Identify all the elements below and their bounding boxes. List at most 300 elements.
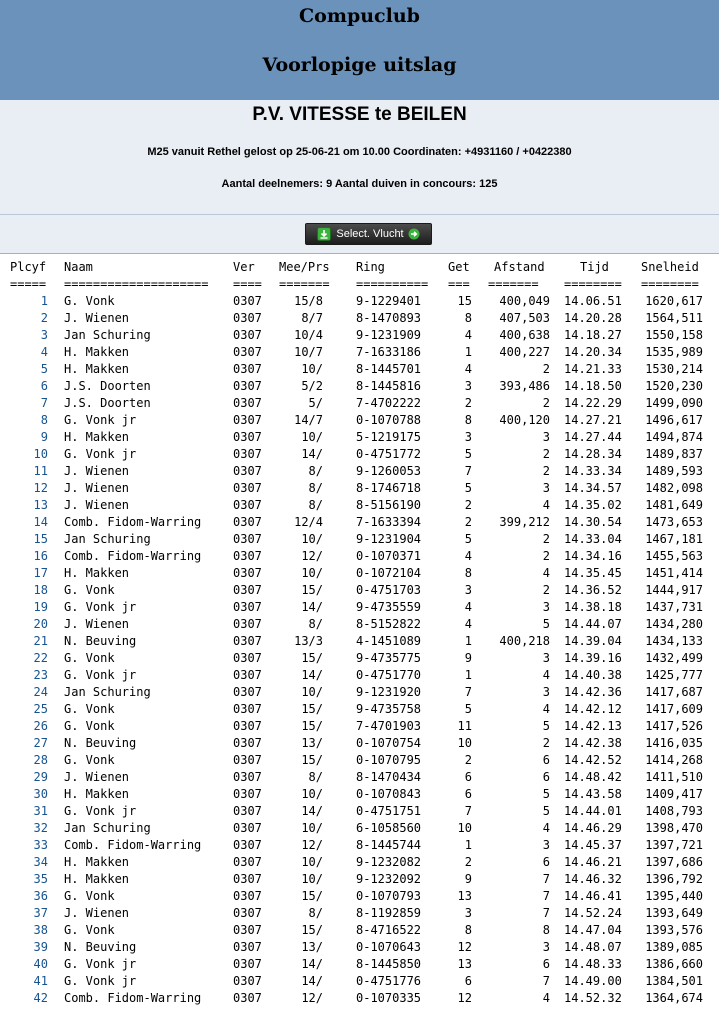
table-row [0,616,719,633]
name-cell: Comb. Fidom-Warring [64,515,202,529]
entries-cell: 8/ [308,498,323,512]
club-cell: 0307 [233,566,262,580]
marked-cell: 5 [464,447,472,461]
table-row [0,429,719,446]
place-cell: 27 [33,736,48,750]
name-cell: J. Wienen [64,464,130,478]
marked-cell: 2 [464,498,472,512]
distance-cell: 400,638 [499,328,550,342]
separator: ==================== [64,277,209,291]
table-row [0,718,719,735]
time-cell: 14.27.44 [564,430,622,444]
place-cell: 7 [40,396,48,410]
table-row [0,752,719,769]
entries-cell: 13/3 [294,634,323,648]
club-cell: 0307 [233,906,262,920]
distance-cell: 4 [542,702,550,716]
marked-cell: 2 [464,396,472,410]
time-cell: 14.39.04 [564,634,622,648]
ring-cell: 0-4751703 [356,583,422,597]
speed-cell: 1398,470 [645,821,703,835]
club-cell: 0307 [233,702,262,716]
distance-cell: 4 [542,821,550,835]
table-row [0,973,719,990]
name-cell: H. Makken [64,872,130,886]
speed-cell: 1414,268 [645,753,703,767]
ring-cell: 9-1231920 [356,685,422,699]
marked-cell: 5 [464,481,472,495]
time-cell: 14.27.21 [564,413,622,427]
time-cell: 14.48.42 [564,770,622,784]
distance-cell: 3 [542,481,550,495]
name-cell: H. Makken [64,566,130,580]
marked-cell: 12 [457,940,472,954]
speed-cell: 1481,649 [645,498,703,512]
entries-cell: 5/2 [301,379,323,393]
name-cell: Jan Schuring [64,328,151,342]
ring-cell: 0-4751751 [356,804,422,818]
time-cell: 14.43.58 [564,787,622,801]
table-row [0,599,719,616]
table-row [0,803,719,820]
time-cell: 14.42.38 [564,736,622,750]
table-row [0,769,719,786]
entries-cell: 14/ [301,600,323,614]
entries-cell: 12/4 [294,515,323,529]
place-cell: 30 [33,787,48,801]
table-row [0,548,719,565]
time-cell: 14.35.45 [564,566,622,580]
entries-cell: 14/ [301,447,323,461]
place-cell: 24 [33,685,48,699]
distance-cell: 7 [542,974,550,988]
entries-cell: 10/7 [294,345,323,359]
time-cell: 14.42.13 [564,719,622,733]
table-row [0,871,719,888]
entries-cell: 10/ [301,566,323,580]
name-cell: G. Vonk [64,889,115,903]
name-cell: J. Wienen [64,311,130,325]
speed-cell: 1455,563 [645,549,703,563]
table-row [0,582,719,599]
speed-cell: 1389,085 [645,940,703,954]
entries-cell: 10/ [301,855,323,869]
time-cell: 14.21.33 [564,362,622,376]
distance-cell: 6 [542,753,550,767]
speed-cell: 1393,576 [645,923,703,937]
club-cell: 0307 [233,940,262,954]
name-cell: G. Vonk jr [64,447,137,461]
speed-cell: 1467,181 [645,532,703,546]
speed-cell: 1386,660 [645,957,703,971]
speed-cell: 1489,837 [645,447,703,461]
name-cell: J.S. Doorten [64,379,151,393]
time-cell: 14.06.51 [564,294,622,308]
place-cell: 21 [33,634,48,648]
flight-details: M25 vanuit Rethel gelost op 25-06-21 om 10.00 Coordinaten: +4931160 / +0422380 [147,146,572,158]
marked-cell: 10 [457,736,472,750]
distance-cell: 2 [542,464,550,478]
ring-cell: 0-4751772 [356,447,422,461]
entries-cell: 8/ [308,481,323,495]
distance-cell: 399,212 [499,515,550,529]
marked-cell: 4 [464,328,472,342]
marked-cell: 15 [457,294,472,308]
name-cell: G. Vonk [64,651,115,665]
distance-cell: 4 [542,566,550,580]
column-header: Ring [356,260,385,274]
club-cell: 0307 [233,498,262,512]
club-cell: 0307 [233,838,262,852]
marked-cell: 9 [464,651,472,665]
select-flight-button[interactable] [305,223,432,245]
place-cell: 10 [33,447,48,461]
ring-cell: 5-1219175 [356,430,422,444]
name-cell: G. Vonk jr [64,413,137,427]
club-cell: 0307 [233,583,262,597]
name-cell: Jan Schuring [64,821,151,835]
place-cell: 11 [33,464,48,478]
entries-cell: 10/ [301,787,323,801]
marked-cell: 1 [464,634,472,648]
name-cell: H. Makken [64,787,130,801]
place-cell: 35 [33,872,48,886]
distance-cell: 2 [542,736,550,750]
time-cell: 14.35.02 [564,498,622,512]
marked-cell: 4 [464,362,472,376]
place-cell: 31 [33,804,48,818]
club-cell: 0307 [233,753,262,767]
place-cell: 3 [40,328,48,342]
separator: ==== [233,277,262,291]
entries-cell: 14/ [301,804,323,818]
table-row [0,463,719,480]
entries-cell: 15/ [301,923,323,937]
club-cell: 0307 [233,957,262,971]
name-cell: G. Vonk jr [64,804,137,818]
speed-cell: 1473,653 [645,515,703,529]
table-row [0,310,719,327]
table-row [0,786,719,803]
table-row [0,820,719,837]
speed-cell: 1416,035 [645,736,703,750]
club-cell: 0307 [233,821,262,835]
speed-cell: 1425,777 [645,668,703,682]
marked-cell: 1 [464,345,472,359]
place-cell: 23 [33,668,48,682]
participant-counts: Aantal deelnemers: 9 Aantal duiven in concours: 125 [221,178,498,190]
name-cell: H. Makken [64,362,130,376]
distance-cell: 6 [542,855,550,869]
ring-cell: 9-4735559 [356,600,422,614]
ring-cell: 7-1633186 [356,345,422,359]
distance-cell: 2 [542,447,550,461]
place-cell: 38 [33,923,48,937]
place-cell: 40 [33,957,48,971]
ring-cell: 8-1445816 [356,379,422,393]
ring-cell: 0-4751776 [356,974,422,988]
speed-cell: 1395,440 [645,889,703,903]
marked-cell: 13 [457,889,472,903]
marked-cell: 7 [464,685,472,699]
distance-cell: 8 [542,923,550,937]
name-cell: G. Vonk [64,719,115,733]
distance-cell: 7 [542,872,550,886]
place-cell: 26 [33,719,48,733]
name-cell: J. Wienen [64,770,130,784]
place-cell: 42 [33,991,48,1005]
time-cell: 14.48.07 [564,940,622,954]
table-row [0,905,719,922]
time-cell: 14.34.16 [564,549,622,563]
club-cell: 0307 [233,413,262,427]
ring-cell: 8-5156190 [356,498,422,512]
speed-cell: 1397,686 [645,855,703,869]
ring-cell: 9-4735758 [356,702,422,716]
club-cell: 0307 [233,345,262,359]
club-cell: 0307 [233,770,262,784]
table-row [0,650,719,667]
distance-cell: 7 [542,889,550,903]
name-cell: Jan Schuring [64,685,151,699]
marked-cell: 8 [464,311,472,325]
distance-cell: 3 [542,685,550,699]
club-cell: 0307 [233,991,262,1005]
place-cell: 39 [33,940,48,954]
distance-cell: 393,486 [499,379,550,393]
club-cell: 0307 [233,974,262,988]
entries-cell: 14/ [301,668,323,682]
place-cell: 4 [40,345,48,359]
top-banner [0,0,719,100]
time-cell: 14.46.29 [564,821,622,835]
table-row [0,395,719,412]
ring-cell: 6-1058560 [356,821,422,835]
speed-cell: 1434,280 [645,617,703,631]
time-cell: 14.20.34 [564,345,622,359]
speed-cell: 1434,133 [645,634,703,648]
name-cell: G. Vonk jr [64,668,137,682]
name-cell: N. Beuving [64,736,137,750]
club-cell: 0307 [233,634,262,648]
name-cell: G. Vonk [64,923,115,937]
ring-cell: 8-1445701 [356,362,422,376]
name-cell: H. Makken [64,345,130,359]
distance-cell: 5 [542,617,550,631]
distance-cell: 400,227 [499,345,550,359]
table-row [0,701,719,718]
marked-cell: 8 [464,566,472,580]
speed-cell: 1393,649 [645,906,703,920]
marked-cell: 10 [457,821,472,835]
time-cell: 14.42.52 [564,753,622,767]
speed-cell: 1409,417 [645,787,703,801]
place-cell: 16 [33,549,48,563]
ring-cell: 0-1070788 [356,413,422,427]
ring-cell: 0-1070793 [356,889,422,903]
distance-cell: 4 [542,991,550,1005]
speed-cell: 1496,617 [645,413,703,427]
time-cell: 14.20.28 [564,311,622,325]
place-cell: 9 [40,430,48,444]
marked-cell: 1 [464,668,472,682]
entries-cell: 8/ [308,464,323,478]
separator: ======== [564,277,622,291]
name-cell: G. Vonk [64,583,115,597]
ring-cell: 8-5152822 [356,617,422,631]
distance-cell: 400,049 [499,294,550,308]
distance-cell: 3 [542,600,550,614]
time-cell: 14.48.33 [564,957,622,971]
time-cell: 14.18.27 [564,328,622,342]
club-cell: 0307 [233,736,262,750]
entries-cell: 5/ [308,396,323,410]
place-cell: 14 [33,515,48,529]
ring-cell: 0-1070371 [356,549,422,563]
time-cell: 14.39.16 [564,651,622,665]
speed-cell: 1564,511 [645,311,703,325]
marked-cell: 13 [457,957,472,971]
speed-cell: 1489,593 [645,464,703,478]
place-cell: 5 [40,362,48,376]
marked-cell: 4 [464,549,472,563]
entries-cell: 10/ [301,872,323,886]
marked-cell: 3 [464,379,472,393]
distance-cell: 5 [542,787,550,801]
place-cell: 41 [33,974,48,988]
marked-cell: 11 [457,719,472,733]
distance-cell: 3 [542,940,550,954]
entries-cell: 15/ [301,753,323,767]
name-cell: J.S. Doorten [64,396,151,410]
time-cell: 14.45.37 [564,838,622,852]
club-cell: 0307 [233,668,262,682]
table-row [0,939,719,956]
speed-cell: 1417,609 [645,702,703,716]
entries-cell: 12/ [301,991,323,1005]
time-cell: 14.30.54 [564,515,622,529]
entries-cell: 14/ [301,974,323,988]
time-cell: 14.52.32 [564,991,622,1005]
place-cell: 8 [40,413,48,427]
time-cell: 14.33.34 [564,464,622,478]
time-cell: 14.44.01 [564,804,622,818]
marked-cell: 7 [464,804,472,818]
club-cell: 0307 [233,804,262,818]
place-cell: 17 [33,566,48,580]
speed-cell: 1520,230 [645,379,703,393]
speed-cell: 1397,721 [645,838,703,852]
results-table [0,259,719,1007]
ring-cell: 9-1260053 [356,464,422,478]
entries-cell: 15/ [301,702,323,716]
table-row [0,565,719,582]
club-cell: 0307 [233,872,262,886]
entries-cell: 10/ [301,362,323,376]
ring-cell: 0-4751770 [356,668,422,682]
header-separator-row [0,276,719,293]
name-cell: H. Makken [64,855,130,869]
club-cell: 0307 [233,600,262,614]
club-cell: 0307 [233,719,262,733]
ring-cell: 0-1070754 [356,736,422,750]
distance-cell: 7 [542,906,550,920]
name-cell: Comb. Fidom-Warring [64,549,202,563]
ring-cell: 9-1229401 [356,294,422,308]
ring-cell: 0-1070643 [356,940,422,954]
column-header: Ver [233,260,255,274]
speed-cell: 1364,674 [645,991,703,1005]
select-flight-label: Select. Vlucht [336,228,404,240]
entries-cell: 14/ [301,957,323,971]
table-row [0,293,719,310]
marked-cell: 4 [464,617,472,631]
entries-cell: 15/ [301,651,323,665]
entries-cell: 8/7 [301,311,323,325]
time-cell: 14.46.41 [564,889,622,903]
club-cell: 0307 [233,651,262,665]
table-row [0,684,719,701]
separator: ======= [488,277,539,291]
club-cell: 0307 [233,787,262,801]
speed-cell: 1408,793 [645,804,703,818]
column-header: Tijd [580,260,609,274]
marked-cell: 12 [457,991,472,1005]
marked-cell: 6 [464,974,472,988]
place-cell: 19 [33,600,48,614]
club-cell: 0307 [233,430,262,444]
speed-cell: 1550,158 [645,328,703,342]
ring-cell: 9-1231909 [356,328,422,342]
column-header: Mee/Prs [279,260,330,274]
marked-cell: 6 [464,770,472,784]
place-cell: 29 [33,770,48,784]
name-cell: N. Beuving [64,634,137,648]
separator: ========== [356,277,429,291]
table-row [0,378,719,395]
club-cell: 0307 [233,481,262,495]
speed-cell: 1437,731 [645,600,703,614]
entries-cell: 12/ [301,549,323,563]
entries-cell: 10/ [301,821,323,835]
place-cell: 15 [33,532,48,546]
ring-cell: 0-1070335 [356,991,422,1005]
time-cell: 14.47.04 [564,923,622,937]
marked-cell: 2 [464,855,472,869]
table-row [0,412,719,429]
place-cell: 37 [33,906,48,920]
ring-cell: 9-1231904 [356,532,422,546]
ring-cell: 9-1232082 [356,855,422,869]
separator: ======= [279,277,330,291]
ring-cell: 7-1633394 [356,515,422,529]
distance-cell: 4 [542,498,550,512]
place-cell: 36 [33,889,48,903]
place-cell: 13 [33,498,48,512]
ring-cell: 8-4716522 [356,923,422,937]
name-cell: G. Vonk jr [64,600,137,614]
name-cell: Jan Schuring [64,532,151,546]
table-row [0,497,719,514]
name-cell: J. Wienen [64,481,130,495]
ring-cell: 8-1470434 [356,770,422,784]
entries-cell: 8/ [308,617,323,631]
entries-cell: 12/ [301,838,323,852]
marked-cell: 3 [464,906,472,920]
column-header: Get [448,260,470,274]
speed-cell: 1499,090 [645,396,703,410]
distance-cell: 400,120 [499,413,550,427]
